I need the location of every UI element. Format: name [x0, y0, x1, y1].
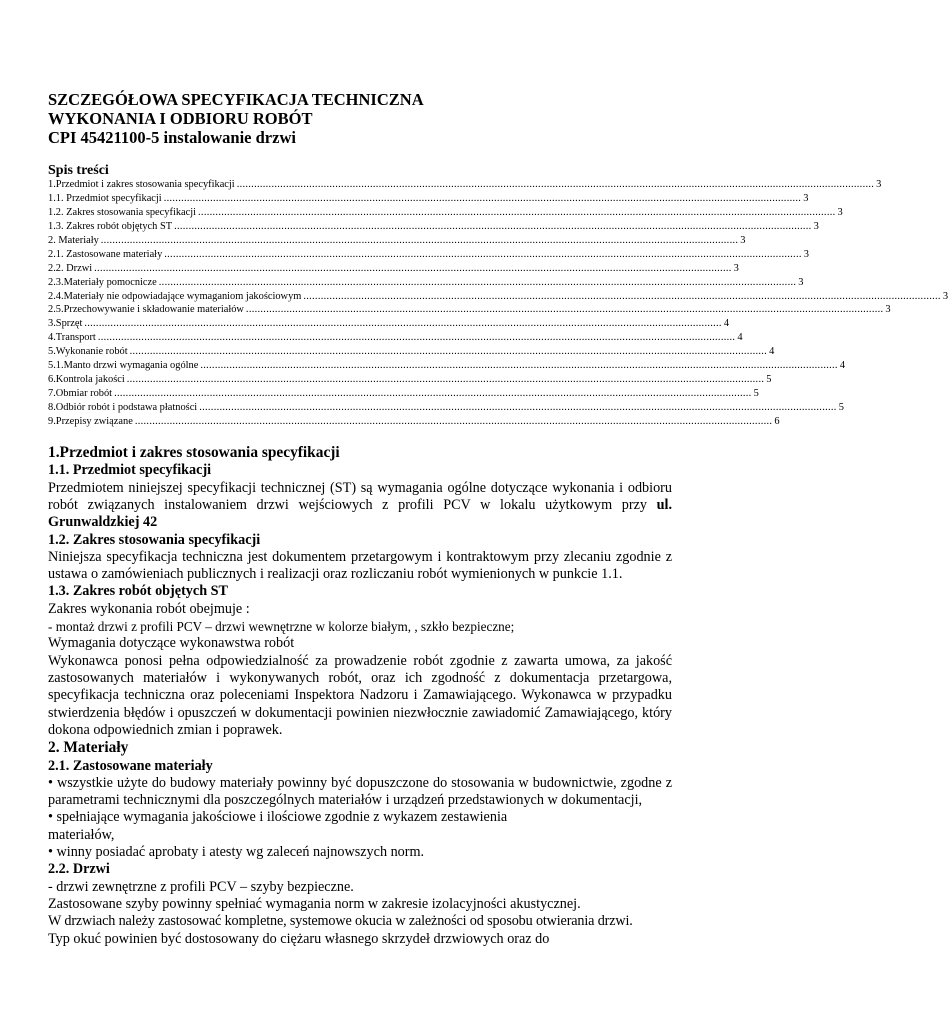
toc-entry-page: 6	[774, 415, 780, 427]
section-1-1-paragraph	[48, 480, 672, 532]
toc-entry-page: 3	[740, 234, 746, 246]
toc-entry-label: 1.Przedmiot i zakres stosowania specyfikacji	[48, 179, 235, 190]
toc-entry[interactable]	[48, 290, 948, 304]
toc-leader-dots: ............................................................................................................................................................................................................................	[134, 415, 773, 427]
toc-entry-page: 3	[885, 304, 891, 316]
toc-leader-dots: ............................................................................................................................................................................................................................	[245, 304, 884, 316]
toc-entry[interactable]	[48, 303, 891, 317]
toc-entry-label: 5.1.Manto drzwi wymagania ogólne	[48, 360, 199, 372]
toc-leader-dots: ............................................................................................................................................................................................................................	[199, 402, 837, 413]
toc-entry-page: 4	[737, 332, 743, 344]
toc-entry[interactable]	[48, 248, 809, 262]
toc-entry-label: 2. Materiały	[48, 234, 99, 246]
toc-entry[interactable]	[48, 415, 780, 429]
section-2-1-bullet-2: • spełniające wymagania jakościowe i ilościowe zgodnie z wykazem zestawienia	[48, 809, 508, 826]
toc-entry-label: 2.1. Zastosowane materiały	[48, 248, 163, 260]
section-2-2-heading: 2.2. Drzwi	[48, 861, 110, 878]
toc-entry-label: 4.Transport	[48, 332, 96, 344]
toc-entry[interactable]	[48, 178, 882, 192]
toc-entry[interactable]	[48, 276, 804, 290]
section-2-2-line-3: W drzwiach należy zastosować kompletne, systemowe okucia w zależności od sposobu otwierania drzwi.	[48, 913, 633, 930]
toc-leader-dots: ............................................................................................................................................................................................................................	[94, 262, 732, 274]
toc-entry-label: 2.3.Materiały pomocnicze	[48, 276, 157, 288]
toc-entry-page: 5	[838, 402, 844, 413]
title-line-1: SZCZEGÓŁOWA SPECYFIKACJA TECHNICZNA	[48, 90, 424, 109]
section-1-2-paragraph: Niniejsza specyfikacja techniczna jest dokumentem przetargowym i kontraktowym przy zlecaniu zgodnie z ustawa o zamówieniach publicznych i realizacji oraz rozliczaniu robót wymienionych w punkcie 1.1.	[48, 548, 672, 583]
toc-entry-page: 4	[723, 318, 730, 330]
toc-entry[interactable]	[48, 373, 772, 387]
toc-entry[interactable]	[48, 359, 846, 373]
toc-entry[interactable]	[48, 262, 739, 276]
section-2-1-bullet-1: • wszystkie użyte do budowy materiały powinny być dopuszczone do stosowania w budownictwie, zgodne z parametrami technicznymi dla poszczególnych materiałów i urządzeń przedstawionych w dokumentacji,	[48, 774, 672, 809]
section-2-1-bullet-3: • winny posiadać aprobaty i atesty wg zaleceń najnowszych norm.	[48, 844, 425, 861]
section-2-2-line-1: - drzwi zewnętrzne z profili PCV – szyby bezpieczne.	[48, 878, 354, 895]
section-2-2-line-2: Zastosowane szyby powinny spełniać wymagania norm w zakresie izolacyjności akustycznej.	[48, 895, 581, 912]
section-1-1-address: ul. Grunwaldzkiej 42	[48, 497, 673, 531]
toc-entry[interactable]	[48, 387, 759, 401]
toc-entry-page: 5	[753, 388, 759, 400]
toc-entry[interactable]	[48, 234, 746, 248]
toc-entry-page: 3	[733, 262, 739, 274]
toc-entry-label: 2.2. Drzwi	[48, 262, 93, 274]
toc-entry-label: 9.Przepisy związane	[48, 415, 133, 427]
title-line-3: CPI 45421100-5 instalowanie drzwi	[48, 128, 296, 147]
toc-entry[interactable]	[48, 401, 844, 415]
toc-entry[interactable]	[48, 192, 809, 206]
toc-entry-page: 3	[803, 248, 809, 260]
section-2-1-bullet-2-continued: materiałów,	[48, 826, 115, 843]
toc-leader-dots: ............................................................................................................................................................................................................................	[158, 276, 797, 288]
toc-leader-dots: ............................................................................................................................................................................................................................	[198, 206, 836, 218]
toc-entry-label: 8.Odbiór robót i podstawa płatności	[48, 402, 198, 413]
document-title	[48, 90, 424, 147]
toc-leader-dots: ............................................................................................................................................................................................................................	[84, 318, 722, 330]
toc-entry-page: 3	[942, 290, 948, 302]
document-body	[48, 444, 672, 948]
section-1-1-heading: 1.1. Przedmiot specyfikacji	[48, 462, 212, 479]
toc-entry-page: 4	[839, 360, 846, 372]
toc-leader-dots: ............................................................................................................................................................................................................................	[236, 179, 875, 190]
toc-entry[interactable]	[48, 220, 819, 234]
toc-entry-label: 1.1. Przedmiot specyfikacji	[48, 192, 162, 204]
toc-entry-label: 6.Kontrola jakości	[48, 374, 125, 386]
section-1-heading: 1.Przedmiot i zakres stosowania specyfikacji	[48, 444, 340, 461]
section-1-3-paragraph: Wykonawca ponosi pełna odpowiedzialność za prowadzenie robót zgodnie z zawarta umowa, za jakość zastosowanych materiałów i wykonywanych robót, oraz ich zgodność z dokumentacja przetargowa, specyfikacja techniczna oraz poleceniami Inspektora Nadzoru i Zamawiającego. Wykonawca w przypadku stwierdzenia błędów i opuszczeń w dokumentacji powinien niezwłocznie zawiadomić Zamawiającego, który dokona odpowiednich zmian i poprawek.	[48, 652, 672, 738]
toc-entry[interactable]	[48, 331, 743, 345]
toc-entry-page: 3	[876, 179, 882, 190]
table-of-contents	[48, 178, 948, 429]
toc-leader-dots: ............................................................................................................................................................................................................................	[97, 332, 736, 344]
section-1-2-heading: 1.2. Zakres stosowania specyfikacji	[48, 531, 261, 548]
section-2-1-heading: 2.1. Zastosowane materiały	[48, 757, 213, 774]
toc-leader-dots: ............................................................................................................................................................................................................................	[126, 374, 765, 386]
toc-entry[interactable]	[48, 206, 843, 220]
section-1-3-scope-item: - montaż drzwi z profili PCV – drzwi wewnętrzne w kolorze białym, , szkło bezpieczne;	[48, 619, 515, 635]
toc-entry-label: 2.4.Materiały nie odpowiadające wymaganiom jakościowym	[48, 290, 302, 302]
toc-entry-label: 1.3. Zakres robót objętych ST	[48, 220, 173, 232]
toc-leader-dots: ............................................................................................................................................................................................................................	[164, 248, 802, 260]
toc-leader-dots: ............................................................................................................................................................................................................................	[303, 290, 941, 302]
title-line-2: WYKONANIA I ODBIORU ROBÓT	[48, 109, 313, 128]
toc-leader-dots: ............................................................................................................................................................................................................................	[200, 360, 838, 372]
toc-entry-label: 3.Sprzęt	[48, 318, 83, 330]
toc-entry-page: 4	[769, 346, 775, 358]
toc-entry[interactable]	[48, 345, 775, 359]
toc-leader-dots: ............................................................................................................................................................................................................................	[114, 388, 752, 400]
toc-entry[interactable]	[48, 317, 730, 331]
section-1-1-text: Przedmiotem niniejszej specyfikacji technicznej (ST) są wymagania ogólne dotyczące wykonania i odbioru robót związanych instalowaniem drzwi wejściowych z profili PCV w lokalu użytkowym przy	[48, 479, 672, 513]
toc-entry-page: 3	[837, 206, 843, 218]
section-2-heading: 2. Materiały	[48, 739, 129, 757]
toc-leader-dots: ............................................................................................................................................................................................................................	[100, 234, 739, 246]
section-1-3-heading: 1.3. Zakres robót objętych ST	[48, 583, 228, 600]
toc-entry-label: 5.Wykonanie robót	[48, 346, 128, 358]
toc-leader-dots: ............................................................................................................................................................................................................................	[163, 192, 802, 204]
toc-entry-label: 1.2. Zakres stosowania specyfikacji	[48, 206, 197, 218]
toc-entry-label: 7.Obmiar robót	[48, 388, 113, 400]
toc-heading: Spis treści	[48, 163, 109, 178]
toc-leader-dots: ............................................................................................................................................................................................................................	[129, 346, 768, 358]
toc-entry-page: 5	[766, 374, 772, 386]
toc-entry-page: 3	[813, 220, 819, 232]
toc-entry-label: 2.5.Przechowywanie i składowanie materiałów	[48, 304, 244, 316]
toc-leader-dots: ............................................................................................................................................................................................................................	[174, 220, 812, 232]
section-1-3-requirements-line: Wymagania dotyczące wykonawstwa robót	[48, 635, 295, 652]
toc-entry-page: 3	[798, 276, 804, 288]
section-2-2-line-4: Typ okuć powinien być dostosowany do ciężaru własnego skrzydeł drzwiowych oraz do	[48, 930, 550, 947]
section-1-3-scope-line: Zakres wykonania robót obejmuje :	[48, 600, 250, 617]
toc-entry-page: 3	[803, 192, 809, 204]
